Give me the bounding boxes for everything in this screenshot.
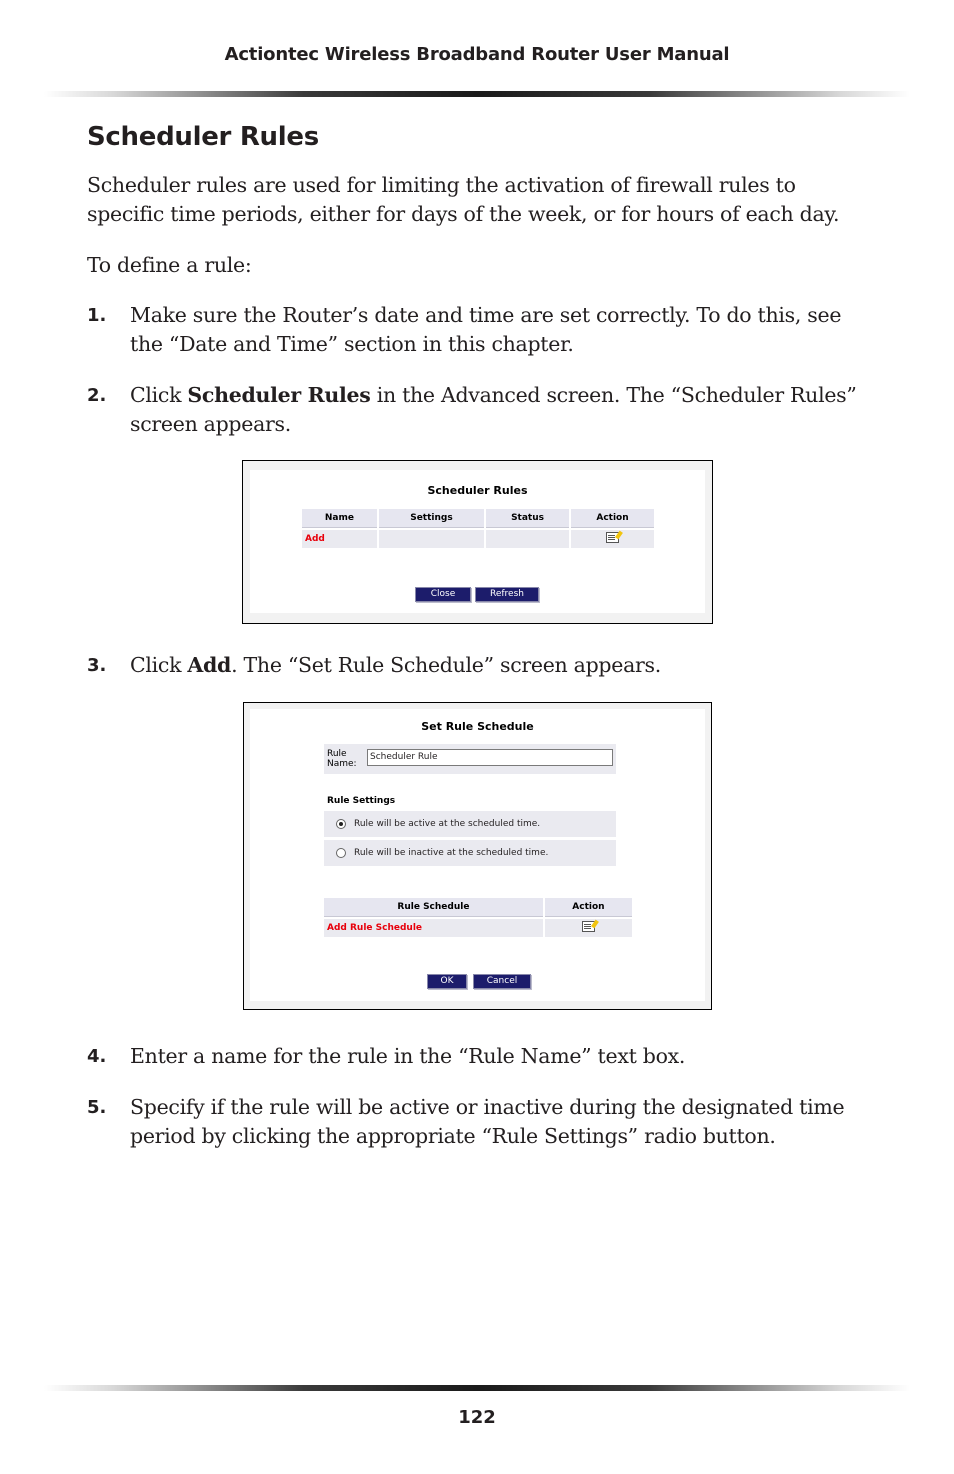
ui-term: Add	[187, 653, 232, 677]
column-header-action: Action	[571, 509, 654, 528]
rule-name-label: Rule Name:	[327, 749, 357, 769]
ok-button[interactable]: OK	[427, 974, 467, 989]
column-header-rule-schedule: Rule Schedule	[324, 898, 543, 917]
step-text: Click Add. The “Set Rule Schedule” screen appears.	[130, 653, 661, 677]
set-rule-schedule-screenshot	[243, 702, 712, 1010]
running-header: Actiontec Wireless Broadband Router User Manual	[224, 44, 730, 65]
footer-divider	[44, 1385, 910, 1391]
step-number: 4.	[87, 1046, 107, 1067]
step-number: 3.	[87, 655, 107, 676]
column-header-status: Status	[486, 509, 569, 528]
rule-schedule-table	[322, 896, 634, 939]
screen-title: Scheduler Rules	[427, 484, 528, 497]
table-row	[324, 919, 632, 937]
page-number: 122	[458, 1407, 496, 1428]
radio-button-active[interactable]	[336, 819, 346, 829]
edit-icon[interactable]	[606, 532, 619, 543]
ui-term: Scheduler Rules	[187, 383, 371, 407]
rule-settings-heading: Rule Settings	[327, 796, 396, 806]
radio-label-active: Rule will be active at the scheduled time.	[354, 819, 541, 829]
step-text: Specify if the rule will be active or inactive during the designated time period by clicking the appropriate “Rule Settings” radio button.	[130, 1095, 845, 1148]
step-text: Make sure the Router’s date and time are set correctly. To do this, see the “Date and Time” section in this chapter.	[130, 303, 842, 356]
add-rule-schedule-link[interactable]: Add Rule Schedule	[327, 923, 423, 933]
step-number: 5.	[87, 1097, 107, 1118]
step-number: 1.	[87, 305, 107, 326]
scheduler-rules-table	[300, 507, 656, 550]
radio-label-inactive: Rule will be inactive at the scheduled time.	[354, 848, 549, 858]
radio-option-inactive[interactable]	[324, 840, 616, 866]
refresh-button[interactable]: Refresh	[475, 587, 539, 602]
radio-option-active[interactable]	[324, 811, 616, 837]
radio-button-inactive[interactable]	[336, 848, 346, 858]
column-header-action: Action	[545, 898, 632, 917]
edit-icon[interactable]	[582, 921, 595, 932]
table-row	[302, 530, 654, 548]
step-text: Enter a name for the rule in the “Rule Name” text box.	[130, 1044, 686, 1068]
rule-name-input[interactable]: Scheduler Rule	[367, 749, 613, 766]
section-heading: Scheduler Rules	[87, 122, 319, 152]
add-link[interactable]: Add	[305, 534, 325, 544]
step-number: 2.	[87, 385, 107, 406]
intro-paragraph: Scheduler rules are used for limiting the activation of firewall rules to specific time periods, either for days of the week, or for hours of each day.	[87, 173, 840, 226]
column-header-name: Name	[302, 509, 377, 528]
column-header-settings: Settings	[379, 509, 484, 528]
scheduler-rules-screenshot	[242, 460, 713, 624]
header-divider	[44, 91, 910, 97]
intro-lead: To define a rule:	[87, 253, 252, 277]
screen-title: Set Rule Schedule	[421, 720, 534, 733]
step-text: Click Scheduler Rules in the Advanced screen. The “Scheduler Rules” screen appears.	[130, 383, 857, 436]
rule-name-row	[324, 744, 616, 774]
close-button[interactable]: Close	[415, 587, 471, 602]
cancel-button[interactable]: Cancel	[473, 974, 531, 989]
